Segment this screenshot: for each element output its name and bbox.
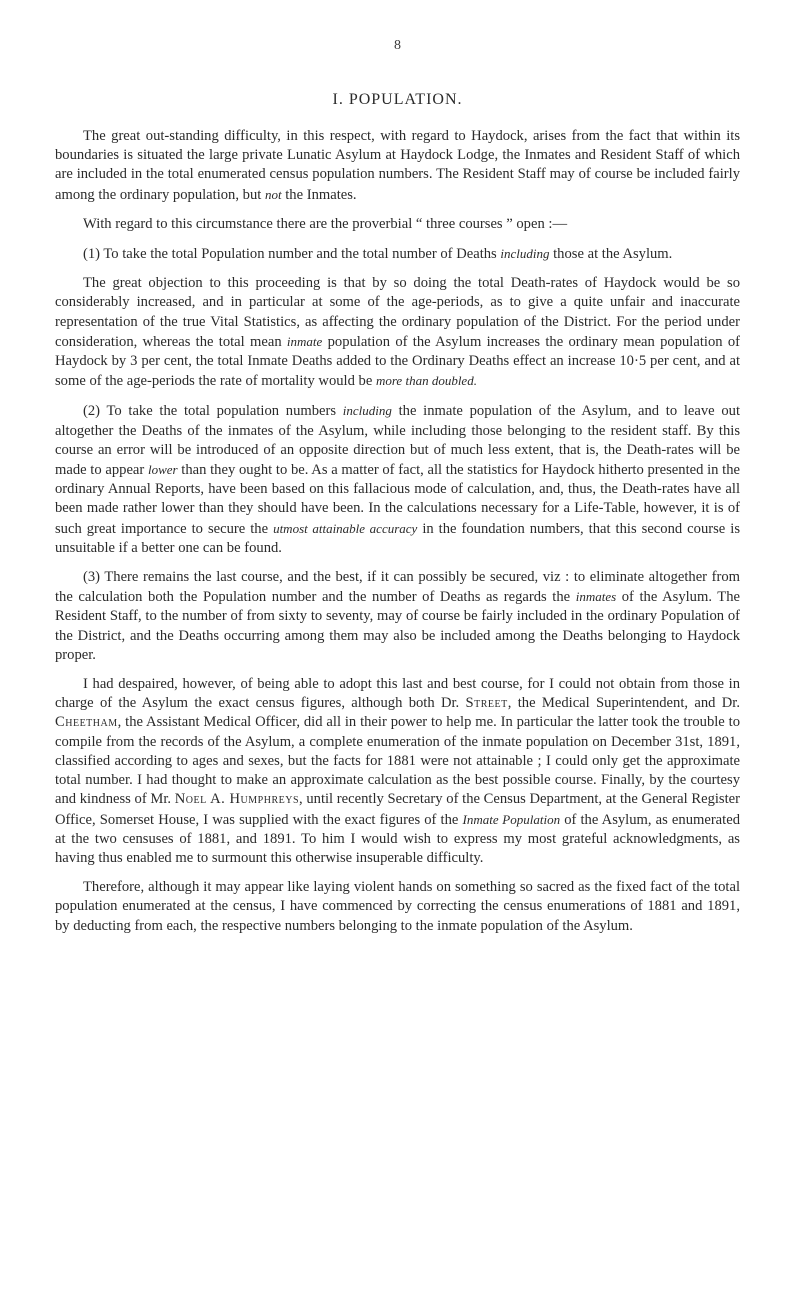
paragraph-course-3 bbox=[55, 568, 740, 665]
person-name: Cheetham bbox=[55, 714, 118, 731]
text-run: , until recently Secretary of the Census Department, at the General Register Office, Somerset House, I was supplied with the exact figures of the bbox=[55, 791, 740, 828]
paragraph-three-courses: With regard to this circumstance there are the proverbial “ three courses ” open :— bbox=[83, 215, 568, 232]
emphasis: including bbox=[342, 403, 392, 419]
text-run: , the Assistant Medical Officer, did all in their power to help me. In particular the latter took the trouble to compile from the records of the Asylum, a complete enumeration of the inmate population on December 31st, 1891, classified according to ages and sexes, but the facts for 1881 were not attainable ; I could only get the approximate total number. I had thought to make an approximate calculation as the best possible course. Finally, by the courtesy and kindness of Mr. bbox=[55, 714, 740, 808]
text-run: The great out-standing difficulty, in this respect, with regard to Haydock, arises from the fact that within its boundaries is situated the large private Lunatic Asylum at Haydock Lodge, the Inmates and Resident Staff of which are included in the total enumerated census population numbers. The Resident Staff may of course be included fairly among the ordinary population, but bbox=[55, 128, 740, 203]
emphasis: not bbox=[264, 186, 282, 202]
paragraph-objection bbox=[55, 274, 740, 391]
emphasis: utmost attainable accuracy bbox=[273, 520, 418, 536]
emphasis: including bbox=[500, 246, 550, 262]
paragraph-intro bbox=[55, 127, 740, 205]
text-run: (3) There remains the last course, and the best, if it can possibly be secured, viz : to eliminate altogether from the calculation both the Population number and the number of Deaths as regards the bbox=[55, 569, 740, 606]
text-run: I had despaired, however, of being able to adopt this last and best course, for I could not obtain from those in charge of the Asylum the exact census figures, although both Dr. bbox=[55, 676, 740, 712]
person-name: Street bbox=[465, 695, 508, 712]
section-heading: I. POPULATION. bbox=[332, 91, 463, 108]
text-run: the Inmates. bbox=[281, 186, 357, 203]
text-run: , the Medical Superintendent, and Dr. bbox=[507, 695, 740, 712]
text-run: those at the Asylum. bbox=[549, 246, 673, 263]
emphasis: lower bbox=[147, 462, 178, 478]
text-run: of the Asylum, as enumerated at the two censuses of 1881, and 1891. To him I would wish to express my most grateful acknowledgments, as having thus enabled me to surmount this otherwise insuperable difficulty. bbox=[55, 811, 740, 866]
text-run: (1) To take the total Population number and the total number of Deaths bbox=[83, 246, 501, 263]
paragraph-acknowledgment bbox=[55, 675, 740, 868]
text-run: in the foundation numbers, that this second course is unsuitable if a better one can be found. bbox=[55, 520, 741, 556]
person-name: Noel A. Humphreys bbox=[174, 791, 300, 808]
emphasis: Inmate Population bbox=[462, 811, 561, 827]
text-run: population of the Asylum increases the ordinary mean population of Haydock by 3 per cent, the total Inmate Deaths added to the Ordinary Deaths effect an increase 10·5 per cent, and at some of the age-periods the rate of mortality would be bbox=[55, 333, 740, 390]
text-run: of the Asylum. The Resident Staff, to the number of from sixty to seventy, may of course be fairly included in the ordinary Population of the District, and the Deaths occurring among them may also be included among the Deaths belonging to Haydock proper. bbox=[55, 589, 740, 663]
paragraph-course-2 bbox=[55, 401, 740, 558]
emphasis: more than doubled. bbox=[375, 373, 477, 389]
paragraph-conclusion: Therefore, although it may appear like laying violent hands on something so sacred as the fixed fact of the total population enumerated at the census, I have commenced by correcting the census enumerations of 1881 and 1891, by deducting from each, the respective numbers belonging to the inmate population of the Asylum. bbox=[55, 879, 740, 934]
text-run: The great objection to this proceeding is that by so doing the total Death-rates of Haydock would be so considerably increased, and in particular at some of the age-periods, as to give a quite unfair and inaccurate representation of the true Vital Statistics, as affecting the ordinary population of the District. For the period under consideration, whereas the total mean bbox=[55, 275, 740, 350]
text-run: the inmate population of the Asylum, and to leave out altogether the Deaths of the inmates of the Asylum, while including those belonging to the resident staff. By this course an error will be introduced of an opposite direction but of much less extent, that is, the Death-rates will be made to appear bbox=[55, 403, 740, 479]
paragraph-course-1 bbox=[55, 244, 740, 264]
emphasis: inmate bbox=[286, 333, 323, 349]
text-run: than they ought to be. As a matter of fact, all the statistics for Haydock hitherto presented in the ordinary Annual Reports, have been based on this fallacious mode of calculation, and, thus, the Death-rates have all been made rather lower than they should have been. In the calculations necessary for a Life-Table, however, it is of such great importance to secure the bbox=[55, 462, 740, 537]
page-number: 8 bbox=[394, 38, 401, 53]
emphasis: inmates bbox=[575, 589, 617, 605]
text-run: (2) To take the total population numbers bbox=[83, 403, 343, 420]
